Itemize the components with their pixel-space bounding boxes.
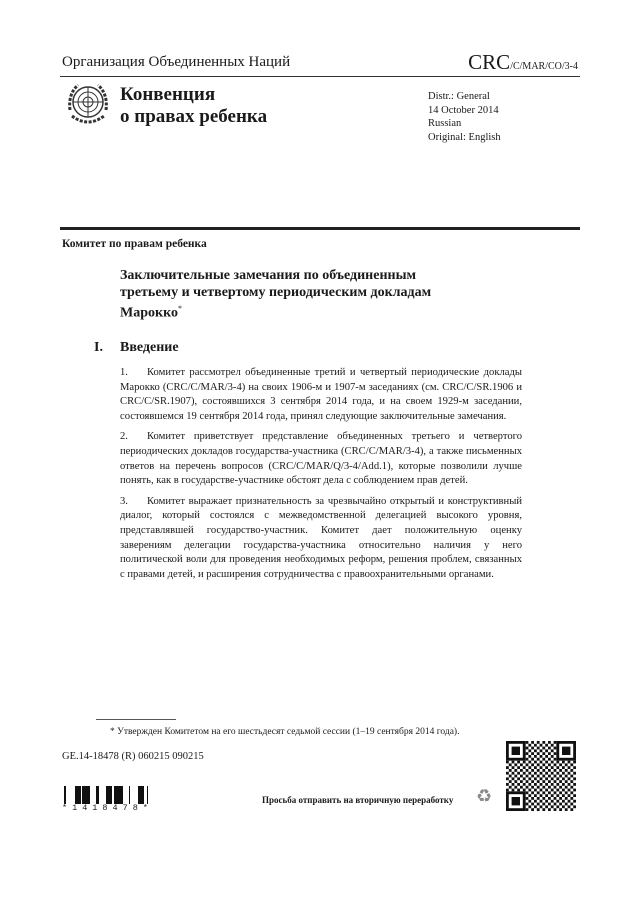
footnote-rule	[96, 719, 176, 720]
paragraph-text: Комитет выражает признательность за чрезвычайно открытый и конструктивный диалог, который состоялся с межведомственной делегацией высокого уровня, представлявшей государство-участник. Комитет дает положительную оценку заверениям делегации государства-участника относительно наличия у него политической воли для проведения необходимых реформ, решения проблем, связанных с правами детей, и расширения сотрудничества с правоохранительными органами.	[120, 495, 522, 580]
distribution-block	[428, 90, 501, 144]
original-line: Original: English	[428, 131, 501, 143]
job-number: GE.14-18478 (R) 060215 090215	[62, 751, 204, 762]
document-symbol	[468, 50, 578, 75]
paragraph-number: 2.	[120, 431, 128, 443]
convention-line-1: Конвенция	[120, 84, 216, 105]
paragraph	[120, 366, 522, 424]
un-emblem-icon	[64, 80, 112, 128]
paragraph-text: Комитет приветствует представление объединенных третьего и четвертого периодических докладов государства-участника (CRC/C/MAR/3-4), а также письменных ответов на перечень вопросов (CRC/C/MAR/Q/3-4/Add.1), которые позволили лучше понять, как в государстве-участнике обстоят дела с соблюдением прав детей.	[120, 431, 522, 487]
barcode-icon	[60, 786, 148, 804]
paragraph-number: 3.	[120, 495, 128, 507]
barcode-number: *1418478*	[62, 803, 153, 813]
convention-title	[120, 84, 267, 128]
convention-line-2: о правах ребенка	[120, 106, 268, 127]
footnote: * Утвержден Комитетом на его шестьдесят седьмой сессии (1–19 сентября 2014 года).	[110, 727, 460, 737]
footnote-mark: *	[177, 304, 182, 313]
qr-code-icon	[506, 740, 576, 812]
document-title	[120, 268, 450, 322]
committee-name: Комитет по правам ребенка	[62, 238, 207, 250]
symbol-main: CRC	[468, 50, 511, 74]
distr-line: Distr.: General	[428, 91, 490, 102]
paragraph-number: 1.	[120, 367, 128, 378]
organization-name: Организация Объединенных Наций	[62, 54, 291, 70]
title-text: Заключительные замечания по объединенным третьему и четвертому периодическим докладам Марокко	[120, 268, 432, 321]
date-line: 14 October 2014	[428, 104, 499, 116]
section-title: Введение	[120, 340, 179, 355]
paragraph	[120, 430, 522, 488]
language-line: Russian	[428, 118, 462, 129]
body-paragraphs	[120, 366, 522, 588]
symbol-suffix: /C/MAR/CO/3-4	[510, 61, 578, 72]
section-number: I.	[94, 340, 103, 355]
recycle-text: Просьба отправить на вторичную переработку	[262, 795, 454, 805]
paragraph-text: Комитет рассмотрел объединенные третий и четвертый периодические доклады Марокко (CRC/C/MAR/3-4) на своих 1906-м и 1907-м заседаниях (см. CRC/C/SR.1906 и CRC/C/SR.1907), состоявшихся 3 сентября 2014 года, и на своем 1929-м заседании, состоявшемся 19 сентября 2014 года, принял следующие заключительные замечания.	[120, 367, 522, 422]
thick-rule	[60, 227, 580, 230]
header-rule	[60, 76, 580, 77]
paragraph	[120, 495, 522, 583]
recycle-icon: ♻	[476, 786, 493, 806]
